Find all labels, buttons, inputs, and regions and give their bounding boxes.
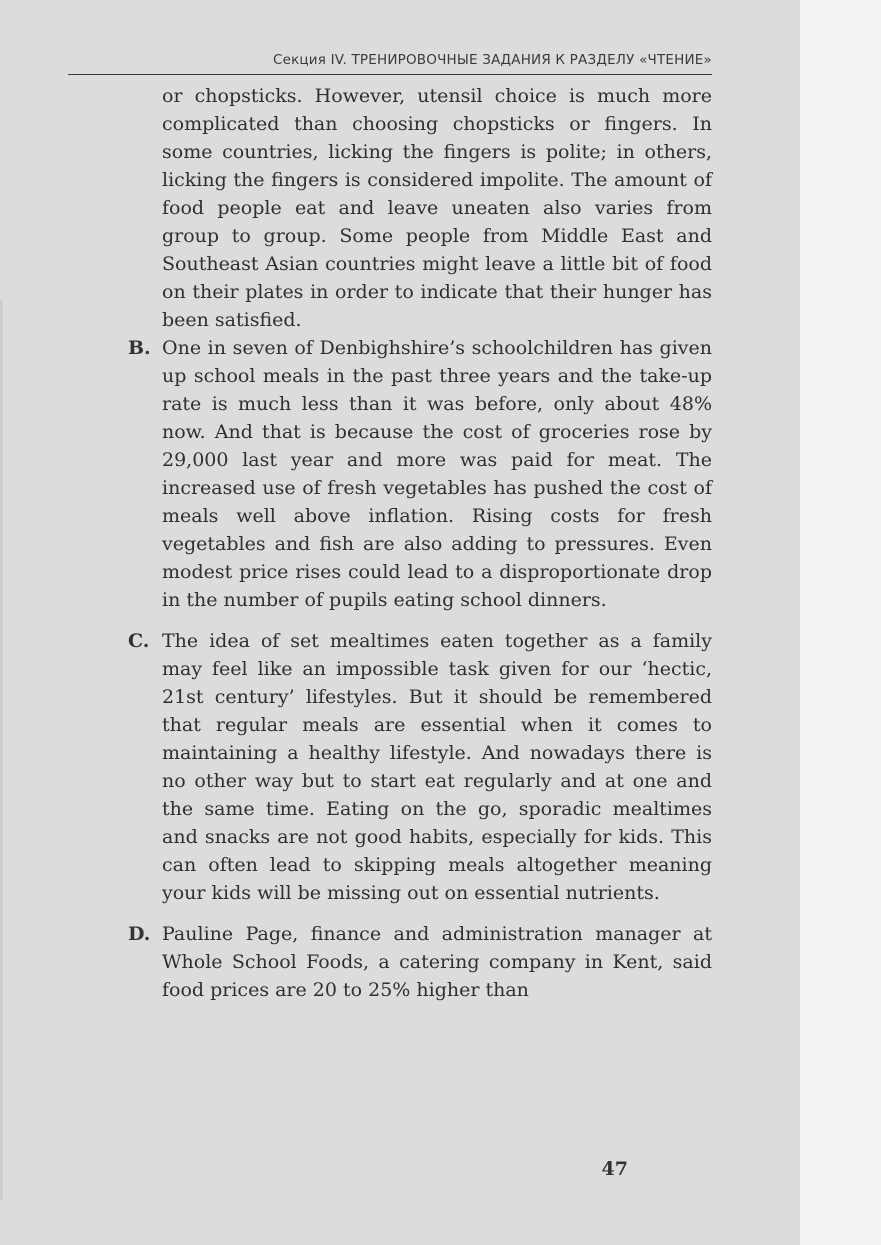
paragraph-letter: B. (128, 337, 151, 359)
paragraph-text: Pauline Page, finance and administration manager at Whole School Foods, a catering company in Kent, said food prices are 20 to 25% higher than (162, 923, 712, 1001)
paragraph-c (122, 627, 712, 907)
scan-margin (800, 0, 881, 1245)
paragraph-text: The idea of set mealtimes eaten together as a family may feel like an impossible task given for our ‘hectic, 21st century’ lifestyles. But it should be remembered that regular meals are essential when it comes to maintaining a healthy lifestyle. And nowadays there is no other way but to start eat regularly and at one and the same time. Eating on the go, sporadic mealtimes and snacks are not good habits, especially for kids. This can often lead to skipping meals altogether meaning your kids will be missing out on essential nutrients. (162, 630, 712, 904)
body-text (122, 82, 712, 1004)
paragraph-letter: C. (128, 630, 150, 652)
paragraph-b (122, 334, 712, 614)
paragraph-letter: D. (128, 923, 151, 945)
page-number: 47 (601, 1158, 628, 1180)
running-header (68, 46, 712, 75)
section-title: Секция IV. ТРЕНИРОВОЧНЫЕ ЗАДАНИЯ К РАЗДЕЛУ «ЧТЕНИЕ» (272, 52, 712, 68)
binding-edge (0, 300, 3, 1200)
paragraph-text: One in seven of Denbighshire’s schoolchildren has given up school meals in the past three years and the take-up rate is much less than it was before, only about 48% now. And that is because the cost of groceries rose by 29,000 last year and more was paid for meat. The increased use of fresh vegetables has pushed the cost of meals well above inflation. Rising costs for fresh vegetables and fish are also adding to pressures. Even modest price rises could lead to a disproportionate drop in the number of pupils eating school dinners. (162, 337, 712, 611)
paragraph-text: or chopsticks. However, utensil choice is much more complicated than choosing chopsticks or fingers. In some countries, licking the fingers is polite; in others, licking the fingers is considered impolite. The amount of food people eat and leave uneaten also varies from group to group. Some people from Middle East and Southeast Asian countries might leave a little bit of food on their plates in order to indicate that their hunger has been satisfied. (162, 85, 712, 331)
paragraph-continuation (122, 82, 712, 334)
paragraph-d (122, 920, 712, 1004)
